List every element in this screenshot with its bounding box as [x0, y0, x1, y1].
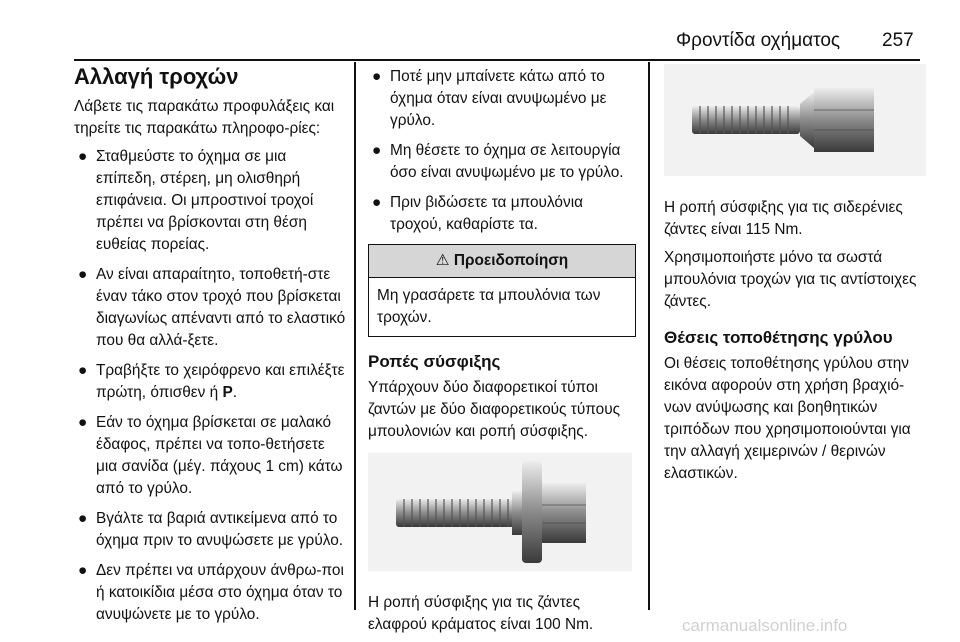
list-item: ● Μη θέσετε το όχημα σε λειτουργία όσο είναι ανυψωμένο με το γρύλο. [372, 142, 624, 181]
column-divider-right [648, 62, 650, 610]
precautions-list [74, 146, 346, 626]
subheading-jack-positions: Θέσεις τοποθέτησης γρύλου [664, 328, 893, 347]
bullet-icon: ● [78, 266, 88, 283]
bullet-icon: ● [372, 194, 382, 211]
warning-header: ⚠ Προειδοποίηση [369, 245, 635, 278]
steel-torque-caption: Η ροπή σύσφιξης για τις σιδερένιες ζάντες είναι 115 Nm. [664, 199, 903, 238]
list-item: ● Αν είναι απαραίτητο, τοποθετή-στε έναν τάκο στον τροχό που βρίσκεται διαγωνίως απέναντι από το ελαστικό που θα αλλά-ξετε. [78, 266, 346, 349]
alloy-torque-caption: Η ροπή σύσφιξης για τις ζάντες ελαφρού κράματος είναι 100 Nm. [368, 594, 594, 633]
bullet-icon: ● [78, 510, 88, 527]
alloy-bolt-figure [368, 453, 636, 578]
alloy-wheel-bolt-icon [368, 453, 632, 571]
list-item: ● Δεν πρέπει να υπάρχουν άνθρω-ποι ή κατοικίδια μέσα στο όχημα όταν το ανυψώνετε με το γρύλο. [78, 562, 344, 623]
column-2 [368, 60, 636, 642]
steel-bolt-figure [664, 64, 926, 183]
list-item: ● Τραβήξτε το χειρόφρενο και επιλέξτε πρώτη, όπισθεν ή P. [78, 362, 345, 401]
bullet-icon: ● [78, 148, 88, 165]
correct-bolts-paragraph: Χρησιμοποιήστε μόνο τα σωστά μπουλόνια τροχών για τις αντίστοιχες ζάντες. [664, 249, 917, 310]
running-header-title: Φροντίδα οχήματος [676, 30, 841, 51]
gear-p-label: P [222, 384, 233, 401]
watermark: carmanualsonline.info [682, 616, 848, 635]
bullet-icon: ● [372, 142, 382, 159]
column-1 [74, 60, 346, 634]
precautions-list-continued [368, 66, 636, 236]
section-heading-wheel-change: Αλλαγή τροχών [74, 64, 239, 89]
bullet-icon: ● [372, 68, 382, 85]
bullet-icon: ● [78, 362, 88, 379]
intro-paragraph: Λάβετε τις παρακάτω προφυλάξεις και τηρείτε τις παρακάτω πληροφο-ρίες: [74, 98, 335, 137]
list-item: ● Βγάλτε τα βαριά αντικείμενα από το όχημα πριν το ανυψώσετε με γρύλο. [78, 510, 344, 549]
subheading-torque: Ροπές σύσφιξης [368, 352, 501, 371]
page-number: 257 [882, 30, 914, 51]
column-divider-left [354, 62, 356, 610]
warning-text: Μη γρασάρετε τα μπουλόνια των τροχών. [377, 287, 601, 326]
steel-wheel-bolt-icon [664, 64, 926, 176]
list-item: ● Εάν το όχημα βρίσκεται σε μαλακό έδαφος, πρέπει να τοπο-θετήσετε μια σανίδα (μέγ. πάχους 1 cm) κάτω από το γρύλο. [78, 414, 343, 497]
jack-positions-paragraph: Οι θέσεις τοποθέτησης γρύλου στην εικόνα αφορούν στη χρήση βραχιό-νων ανύψωσης και βοηθητικών τριπόδων που χρησιμοποιούνται για την αλλαγή χειμερινών / θερινών ελαστικών. [664, 355, 911, 482]
column-3 [664, 60, 926, 491]
list-item: ● Πριν βιδώσετε τα μπουλόνια τροχού, καθαρίστε τα. [372, 194, 584, 233]
warning-triangle-icon: ⚠ [435, 252, 450, 269]
list-item: ● Ποτέ μην μπαίνετε κάτω από το όχημα όταν είναι ανυψωμένο με γρύλο. [372, 68, 607, 129]
warning-box [368, 244, 636, 337]
bullet-icon: ● [78, 414, 88, 431]
torque-paragraph: Υπάρχουν δύο διαφορετικοί τύποι ζαντών με δύο διαφορετικούς τύπους μπουλονιών και ροπή σύσφιξης. [368, 379, 621, 440]
bullet-icon: ● [78, 562, 88, 579]
list-item: ● Σταθμεύστε το όχημα σε μια επίπεδη, στέρεη, μη ολισθηρή επιφάνεια. Οι μπροστινοί τροχοί πρέπει να βρίσκονται στη θέση ευθείας πορείας. [78, 148, 314, 253]
